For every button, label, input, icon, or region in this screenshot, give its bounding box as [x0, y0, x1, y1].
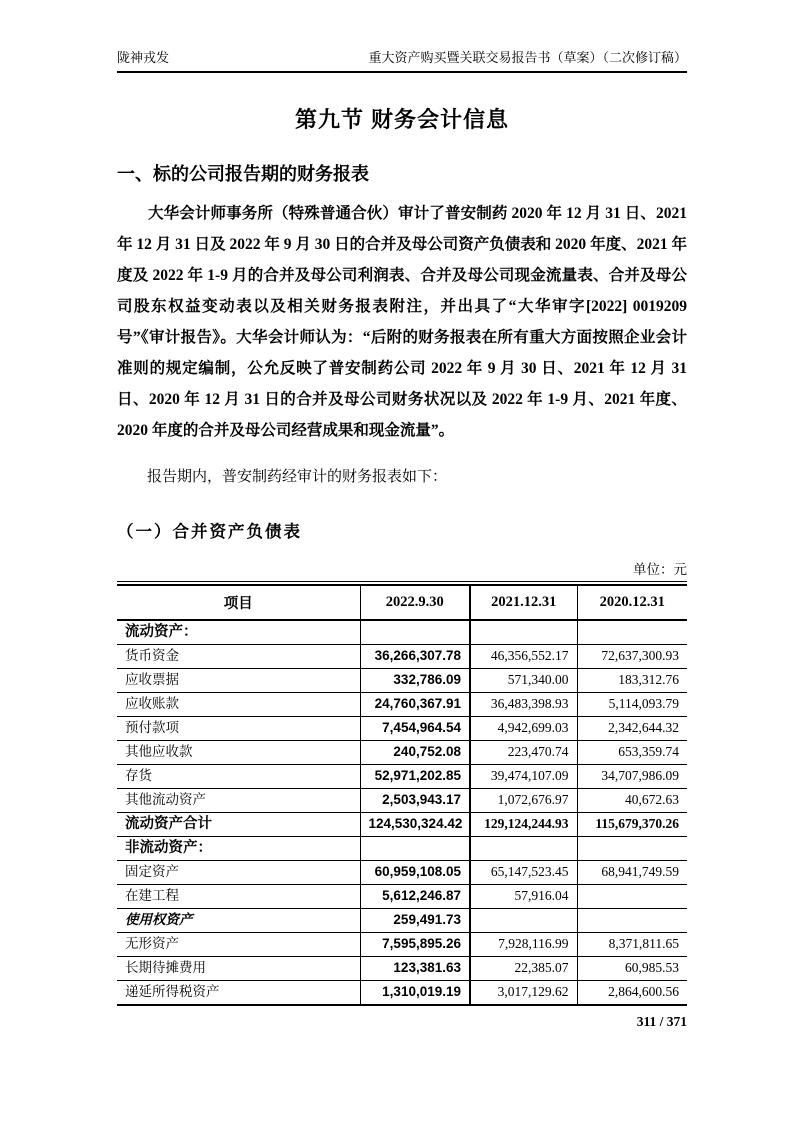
item-cell: 货币资金 — [117, 645, 360, 669]
item-cell: 流动资产： — [117, 620, 360, 645]
value-cell-2021: 571,340.00 — [470, 669, 577, 693]
unit-label: 单位：元 — [633, 562, 687, 577]
value-cell-2020: 72,637,300.93 — [577, 645, 687, 669]
value-cell-2021: 46,356,552.17 — [470, 645, 577, 669]
value-cell-2022: 123,381.63 — [360, 957, 470, 981]
value-cell-2022: 52,971,202.85 — [360, 765, 470, 789]
column-header-2021-12-31: 2021.12.31 — [470, 585, 577, 620]
value-cell-2020 — [577, 885, 687, 909]
value-cell-2021: 65,147,523.45 — [470, 861, 577, 885]
value-cell-2022 — [360, 620, 470, 645]
table-header-row — [117, 585, 687, 620]
value-cell-2021: 39,474,107.09 — [470, 765, 577, 789]
item-cell: 在建工程 — [117, 885, 360, 909]
value-cell-2021: 3,017,129.62 — [470, 981, 577, 1006]
item-cell: 应收票据 — [117, 669, 360, 693]
value-cell-2022: 60,959,108.05 — [360, 861, 470, 885]
table-row — [117, 620, 687, 645]
column-header-2020-12-31: 2020.12.31 — [577, 585, 687, 620]
value-cell-2022: 2,503,943.17 — [360, 789, 470, 813]
value-cell-2020: 68,941,749.59 — [577, 861, 687, 885]
table-row — [117, 981, 687, 1006]
item-cell: 递延所得税资产 — [117, 981, 360, 1006]
value-cell-2020 — [577, 909, 687, 933]
table-row — [117, 957, 687, 981]
value-cell-2020: 8,371,811.65 — [577, 933, 687, 957]
value-cell-2020: 115,679,370.26 — [577, 813, 687, 837]
chapter-title: 第九节 财务会计信息 — [294, 107, 510, 132]
item-cell: 存货 — [117, 765, 360, 789]
value-cell-2021: 129,124,244.93 — [470, 813, 577, 837]
balance-sheet-table-wrap — [117, 581, 687, 1006]
value-cell-2020: 653,359.74 — [577, 741, 687, 765]
item-cell: 其他应收款 — [117, 741, 360, 765]
value-cell-2021: 223,470.74 — [470, 741, 577, 765]
running-header — [117, 0, 687, 73]
value-cell-2022: 5,612,246.87 — [360, 885, 470, 909]
page-number: 311 / 371 — [636, 1014, 687, 1029]
table-row — [117, 885, 687, 909]
table-row — [117, 669, 687, 693]
table-row — [117, 861, 687, 885]
table-row — [117, 717, 687, 741]
item-cell: 非流动资产： — [117, 837, 360, 861]
value-cell-2021 — [470, 909, 577, 933]
page-content — [117, 0, 687, 1030]
table-row — [117, 645, 687, 669]
item-cell: 无形资产 — [117, 933, 360, 957]
value-cell-2020: 34,707,986.09 — [577, 765, 687, 789]
value-cell-2020: 5,114,093.79 — [577, 693, 687, 717]
column-header-item: 项目 — [117, 585, 360, 620]
value-cell-2022: 24,760,367.91 — [360, 693, 470, 717]
value-cell-2021 — [470, 620, 577, 645]
value-cell-2021: 4,942,699.03 — [470, 717, 577, 741]
table-row — [117, 741, 687, 765]
value-cell-2022: 332,786.09 — [360, 669, 470, 693]
value-cell-2020: 2,342,644.32 — [577, 717, 687, 741]
item-cell: 预付款项 — [117, 717, 360, 741]
table-body — [117, 620, 687, 1005]
value-cell-2021: 57,916.04 — [470, 885, 577, 909]
value-cell-2020 — [577, 837, 687, 861]
value-cell-2022 — [360, 837, 470, 861]
header-report-title: 重大资产购买暨关联交易报告书（草案）（二次修订稿） — [368, 50, 687, 65]
table-row — [117, 813, 687, 837]
header-company-name: 陇神戎发 — [117, 50, 170, 65]
value-cell-2020 — [577, 620, 687, 645]
column-header-2022-9-30: 2022.9.30 — [360, 585, 470, 620]
value-cell-2022: 259,491.73 — [360, 909, 470, 933]
item-cell: 其他流动资产 — [117, 789, 360, 813]
value-cell-2020: 60,985.53 — [577, 957, 687, 981]
balance-sheet-table — [117, 584, 687, 1006]
table-row — [117, 909, 687, 933]
table-row — [117, 693, 687, 717]
table-row — [117, 933, 687, 957]
value-cell-2022: 1,310,019.19 — [360, 981, 470, 1006]
item-cell: 固定资产 — [117, 861, 360, 885]
value-cell-2020: 2,864,600.56 — [577, 981, 687, 1006]
table-row — [117, 765, 687, 789]
value-cell-2022: 7,454,964.54 — [360, 717, 470, 741]
value-cell-2020: 40,672.63 — [577, 789, 687, 813]
value-cell-2021: 36,483,398.93 — [470, 693, 577, 717]
value-cell-2022: 36,266,307.78 — [360, 645, 470, 669]
value-cell-2022: 240,752.08 — [360, 741, 470, 765]
intro-paragraph: 报告期内，普安制药经审计的财务报表如下： — [147, 469, 448, 485]
balance-sheet-heading: （一）合并资产负债表 — [117, 522, 302, 541]
table-row — [117, 789, 687, 813]
value-cell-2022: 124,530,324.42 — [360, 813, 470, 837]
value-cell-2021: 22,385.07 — [470, 957, 577, 981]
value-cell-2021 — [470, 837, 577, 861]
item-cell: 应收账款 — [117, 693, 360, 717]
value-cell-2022: 7,595,895.26 — [360, 933, 470, 957]
item-cell: 使用权资产 — [117, 909, 360, 933]
audit-opinion-paragraph: 大华会计师事务所（特殊普通合伙）审计了普安制药 2020 年 12 月 31 日、2021 年 12 月 31 日及 2022 年 9 月 30 日的合并及母公司资产负债表和 2020 年度、2021 年度及 2022 年 1-9 月的合并及母公司利润表、合并及母公司现金流量表、合并及母公司股东权益变动表以及相关财务报表附注，并出具了“大华审字[2022] 0019209 号”《审计报告》。大华会计师认为：“后附的财务报表在所有重大方面按照企业会计准则的规定编制，公允反映了普安制药公司 2022 年 9 月 30 日、2021 年 12 月 31 日、2020 年 12 月 31 日的合并及母公司财务状况以及 2022 年 1-9 月、2021 年度、2020 年度的合并及母公司经营成果和现金流量”。 — [117, 205, 687, 439]
table-row — [117, 837, 687, 861]
item-cell: 长期待摊费用 — [117, 957, 360, 981]
value-cell-2020: 183,312.76 — [577, 669, 687, 693]
value-cell-2021: 1,072,676.97 — [470, 789, 577, 813]
section-heading: 一、标的公司报告期的财务报表 — [117, 164, 369, 184]
item-cell: 流动资产合计 — [117, 813, 360, 837]
value-cell-2021: 7,928,116.99 — [470, 933, 577, 957]
